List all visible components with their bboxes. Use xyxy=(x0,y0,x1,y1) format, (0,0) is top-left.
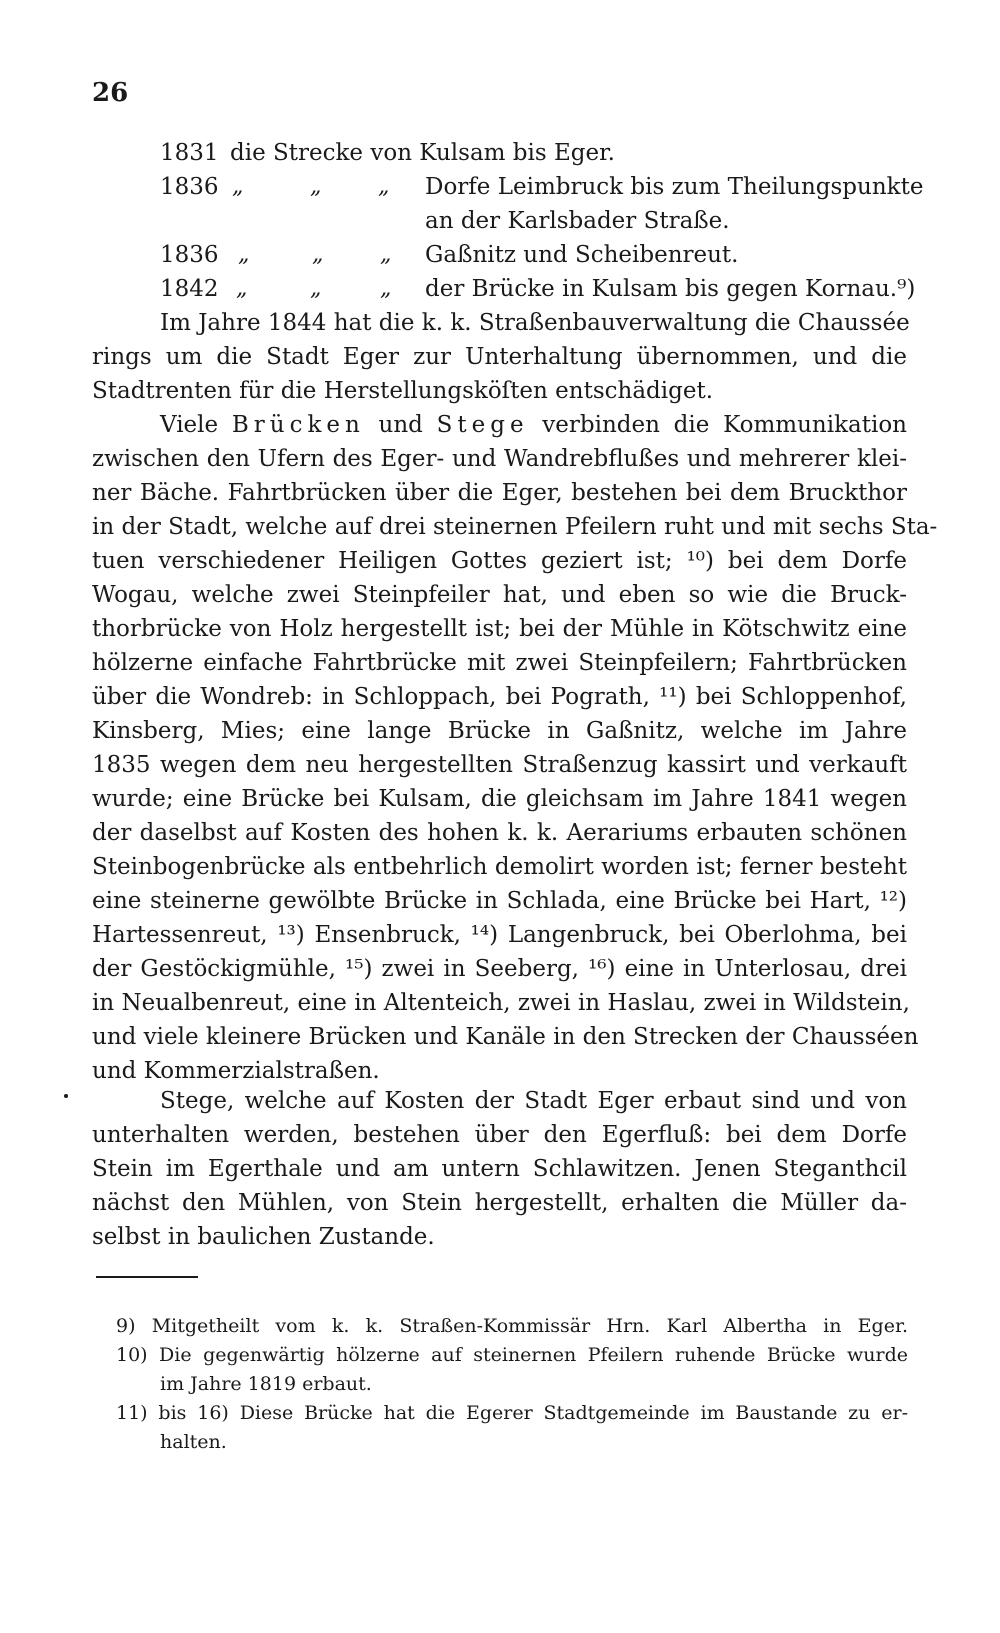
chronology-year: 1836 xyxy=(160,174,219,200)
body-text: Viele xyxy=(160,412,232,438)
ditto-mark: „ xyxy=(232,174,244,199)
body-line: und Kommerzialstraßen. xyxy=(92,1058,380,1084)
chronology-year: 1836 xyxy=(160,242,219,268)
body-line: Hartessenreut, ¹³) Ensenbruck, ¹⁴) Langenbruck, bei Oberlohma, bei xyxy=(92,922,907,948)
ditto-mark: „ xyxy=(312,242,324,267)
body-line: in Neualbenreut, eine in Altenteich, zwei in Haslau, zwei in Wildstein, xyxy=(92,990,910,1016)
footnote-continuation: halten. xyxy=(160,1431,227,1453)
body-line: Im Jahre 1844 hat die k. k. Straßenbauverwaltung die Chaussée xyxy=(160,310,910,336)
chronology-text: Dorfe Leimbruck bis zum Theilungspunkte xyxy=(425,174,924,200)
body-line: hölzerne einfache Fahrtbrücke mit zwei Steinpfeilern; Fahrtbrücken xyxy=(92,650,907,676)
body-line: rings um die Stadt Eger zur Unterhaltung übernommen, und die xyxy=(92,344,907,370)
chronology-year: 1831 xyxy=(160,140,219,166)
chronology-year: 1842 xyxy=(160,276,219,302)
body-line: eine steinerne gewölbte Brücke in Schlada, eine Brücke bei Hart, ¹²) xyxy=(92,888,907,914)
body-line: Steinbogenbrücke als entbehrlich demolirt worden ist; ferner besteht xyxy=(92,854,907,880)
ditto-mark: „ xyxy=(236,276,248,301)
body-line: in der Stadt, welche auf drei steinernen Pfeilern ruht und mit sechs Sta- xyxy=(92,514,938,540)
page-number: 26 xyxy=(92,78,129,108)
body-line: zwischen den Ufern des Eger- und Wandrebflußes und mehrerer klei- xyxy=(92,446,907,472)
body-line: unterhalten werden, bestehen über den Egerfluß: bei dem Dorfe xyxy=(92,1122,907,1148)
body-line: wurde; eine Brücke bei Kulsam, die gleichsam im Jahre 1841 wegen xyxy=(92,786,907,812)
footnote-continuation: im Jahre 1819 erbaut. xyxy=(160,1373,372,1395)
ditto-mark: „ xyxy=(380,276,392,301)
ditto-mark: „ xyxy=(380,242,392,267)
footnote: 9) Mitgetheilt vom k. k. Straßen-Kommissär Hrn. Karl Albertha in Eger. xyxy=(116,1315,908,1337)
body-line: ner Bäche. Fahrtbrücken über die Eger, bestehen bei dem Bruckthor xyxy=(92,480,907,506)
body-line xyxy=(160,408,907,442)
body-line: Wogau, welche zwei Steinpfeiler hat, und eben so wie die Bruck- xyxy=(92,582,907,608)
body-line: Kinsberg, Mies; eine lange Brücke in Gaßnitz, welche im Jahre xyxy=(92,718,907,744)
ditto-mark: „ xyxy=(378,174,390,199)
ditto-mark: „ xyxy=(310,174,322,199)
body-line: der daselbst auf Kosten des hohen k. k. Aerariums erbauten schönen xyxy=(92,820,907,846)
body-line: 1835 wegen dem neu hergestellten Straßenzug kassirt und verkauft xyxy=(92,752,907,778)
emphasized-word: Brücken xyxy=(231,412,365,438)
chronology-text: an der Karlsbader Straße. xyxy=(425,208,730,234)
body-line: der Gestöckigmühle, ¹⁵) zwei in Seeberg, ¹⁶) eine in Unterlosau, drei xyxy=(92,956,907,982)
footnote: 11) bis 16) Diese Brücke hat die Egerer Stadtgemeinde im Baustande zu er- xyxy=(116,1402,908,1424)
chronology-text: Gaßnitz und Scheibenreut. xyxy=(425,242,739,268)
body-line: tuen verschiedener Heiligen Gottes geziert ist; ¹⁰) bei dem Dorfe xyxy=(92,548,907,574)
body-line: nächst den Mühlen, von Stein hergestellt, erhalten die Müller da- xyxy=(92,1190,907,1216)
body-text: und xyxy=(364,412,437,438)
margin-mark xyxy=(64,1094,68,1098)
footnote-rule xyxy=(96,1276,198,1278)
body-line: Stege, welche auf Kosten der Stadt Eger erbaut sind und von xyxy=(160,1088,907,1114)
chronology-text: die Strecke von Kulsam bis Eger. xyxy=(230,140,615,166)
body-text: verbinden die Kommunikation xyxy=(528,412,907,438)
emphasized-word: Stege xyxy=(436,412,529,438)
body-line: über die Wondreb: in Schloppach, bei Pograth, ¹¹) bei Schloppenhof, xyxy=(92,684,907,710)
body-line: und viele kleinere Brücken und Kanäle in den Strecken der Chausséen xyxy=(92,1024,919,1050)
body-line: selbst in baulichen Zustande. xyxy=(92,1224,435,1250)
chronology-text: der Brücke in Kulsam bis gegen Kornau.⁹) xyxy=(425,276,916,302)
body-line: Stein im Egerthale und am untern Schlawitzen. Jenen Steganthcil xyxy=(92,1156,907,1182)
footnote: 10) Die gegenwärtig hölzerne auf steinernen Pfeilern ruhende Brücke wurde xyxy=(116,1344,908,1366)
ditto-mark: „ xyxy=(310,276,322,301)
body-line: Stadtrenten für die Herstellungsköſten entschädiget. xyxy=(92,378,714,404)
body-line: thorbrücke von Holz hergestellt ist; bei der Mühle in Kötschwitz eine xyxy=(92,616,907,642)
ditto-mark: „ xyxy=(238,242,250,267)
